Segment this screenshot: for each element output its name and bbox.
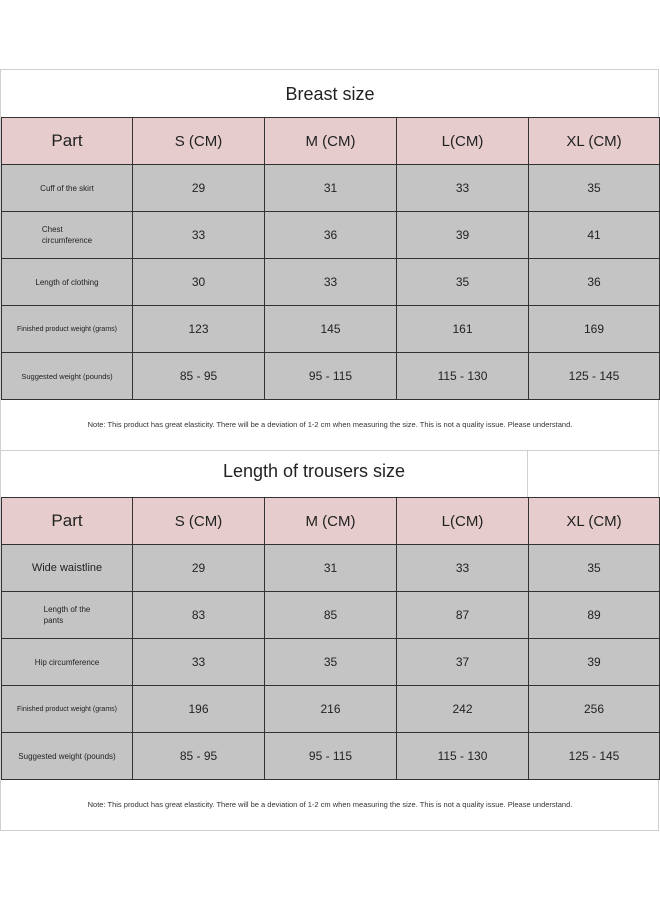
cell-value: 196 <box>133 686 265 733</box>
column-header-m: M (CM) <box>265 118 397 165</box>
cell-value: 33 <box>397 545 529 592</box>
row-label <box>2 592 133 639</box>
cell-value: 41 <box>529 212 660 259</box>
cell-value: 35 <box>397 259 529 306</box>
row-label-line: pants <box>43 616 64 625</box>
row-label: Finished product weight (grams) <box>2 306 133 353</box>
cell-value: 30 <box>133 259 265 306</box>
trousers-size-title: Length of trousers size <box>222 461 406 481</box>
column-header-l: L(CM) <box>397 498 529 545</box>
cell-value: 36 <box>265 212 397 259</box>
table-row <box>2 353 660 400</box>
cell-value: 29 <box>133 545 265 592</box>
row-label: Wide waistline <box>2 545 133 592</box>
cell-value: 39 <box>397 212 529 259</box>
column-header-xl: XL (CM) <box>529 498 660 545</box>
row-label: Suggested weight (pounds) <box>2 733 133 780</box>
cell-value: 35 <box>529 165 660 212</box>
cell-value: 216 <box>265 686 397 733</box>
table-row <box>2 212 660 259</box>
cell-value: 31 <box>265 545 397 592</box>
cell-value: 89 <box>529 592 660 639</box>
cell-value: 95 - 115 <box>265 733 397 780</box>
cell-value: 242 <box>397 686 529 733</box>
column-header-s: S (CM) <box>133 498 265 545</box>
cell-value: 161 <box>397 306 529 353</box>
cell-value: 29 <box>133 165 265 212</box>
cell-value: 33 <box>133 639 265 686</box>
column-header-part: Part <box>2 118 133 165</box>
cell-value: 37 <box>397 639 529 686</box>
cell-value: 35 <box>529 545 660 592</box>
cell-value: 31 <box>265 165 397 212</box>
column-header-m: M (CM) <box>265 498 397 545</box>
cell-value: 85 - 95 <box>133 353 265 400</box>
row-label <box>2 212 133 259</box>
cell-value: 85 - 95 <box>133 733 265 780</box>
breast-size-table <box>1 117 660 400</box>
cell-value: 256 <box>529 686 660 733</box>
column-header-s: S (CM) <box>133 118 265 165</box>
breast-size-title: Breast size <box>285 84 375 104</box>
table-header-row <box>2 118 660 165</box>
table-row <box>2 259 660 306</box>
cell-value: 115 - 130 <box>397 733 529 780</box>
cell-value: 83 <box>133 592 265 639</box>
cell-value: 95 - 115 <box>265 353 397 400</box>
table-row <box>2 733 660 780</box>
row-label-line: circumference <box>41 236 93 245</box>
cell-value: 85 <box>265 592 397 639</box>
section-divider <box>0 450 660 451</box>
cell-value: 87 <box>397 592 529 639</box>
table-row <box>2 686 660 733</box>
cell-value: 115 - 130 <box>397 353 529 400</box>
row-label-line: Length of the <box>43 605 91 614</box>
row-label: Cuff of the skirt <box>2 165 133 212</box>
cell-value: 36 <box>529 259 660 306</box>
table-row <box>2 592 660 639</box>
table-row <box>2 545 660 592</box>
cell-value: 169 <box>529 306 660 353</box>
elasticity-note: Note: This product has great elasticity. There will be a deviation of 1-2 cm when measuring the size. This is not a quality issue. Please understand. <box>87 420 573 429</box>
cell-value: 125 - 145 <box>529 733 660 780</box>
column-header-xl: XL (CM) <box>529 118 660 165</box>
cell-value: 145 <box>265 306 397 353</box>
trousers-size-table <box>1 497 660 780</box>
cell-value: 33 <box>265 259 397 306</box>
cell-value: 39 <box>529 639 660 686</box>
row-label: Finished product weight (grams) <box>2 686 133 733</box>
cell-value: 125 - 145 <box>529 353 660 400</box>
cell-value: 33 <box>133 212 265 259</box>
row-label: Length of clothing <box>2 259 133 306</box>
row-label-line: Chest <box>41 225 63 234</box>
cell-value: 35 <box>265 639 397 686</box>
table-row <box>2 639 660 686</box>
elasticity-note: Note: This product has great elasticity. There will be a deviation of 1-2 cm when measuring the size. This is not a quality issue. Please understand. <box>87 800 573 809</box>
table-row <box>2 165 660 212</box>
column-header-l: L(CM) <box>397 118 529 165</box>
column-header-part: Part <box>2 498 133 545</box>
cell-value: 123 <box>133 306 265 353</box>
cell-value: 33 <box>397 165 529 212</box>
table-header-row <box>2 498 660 545</box>
row-label: Suggested weight (pounds) <box>2 353 133 400</box>
table-row <box>2 306 660 353</box>
row-label: Hip circumference <box>2 639 133 686</box>
